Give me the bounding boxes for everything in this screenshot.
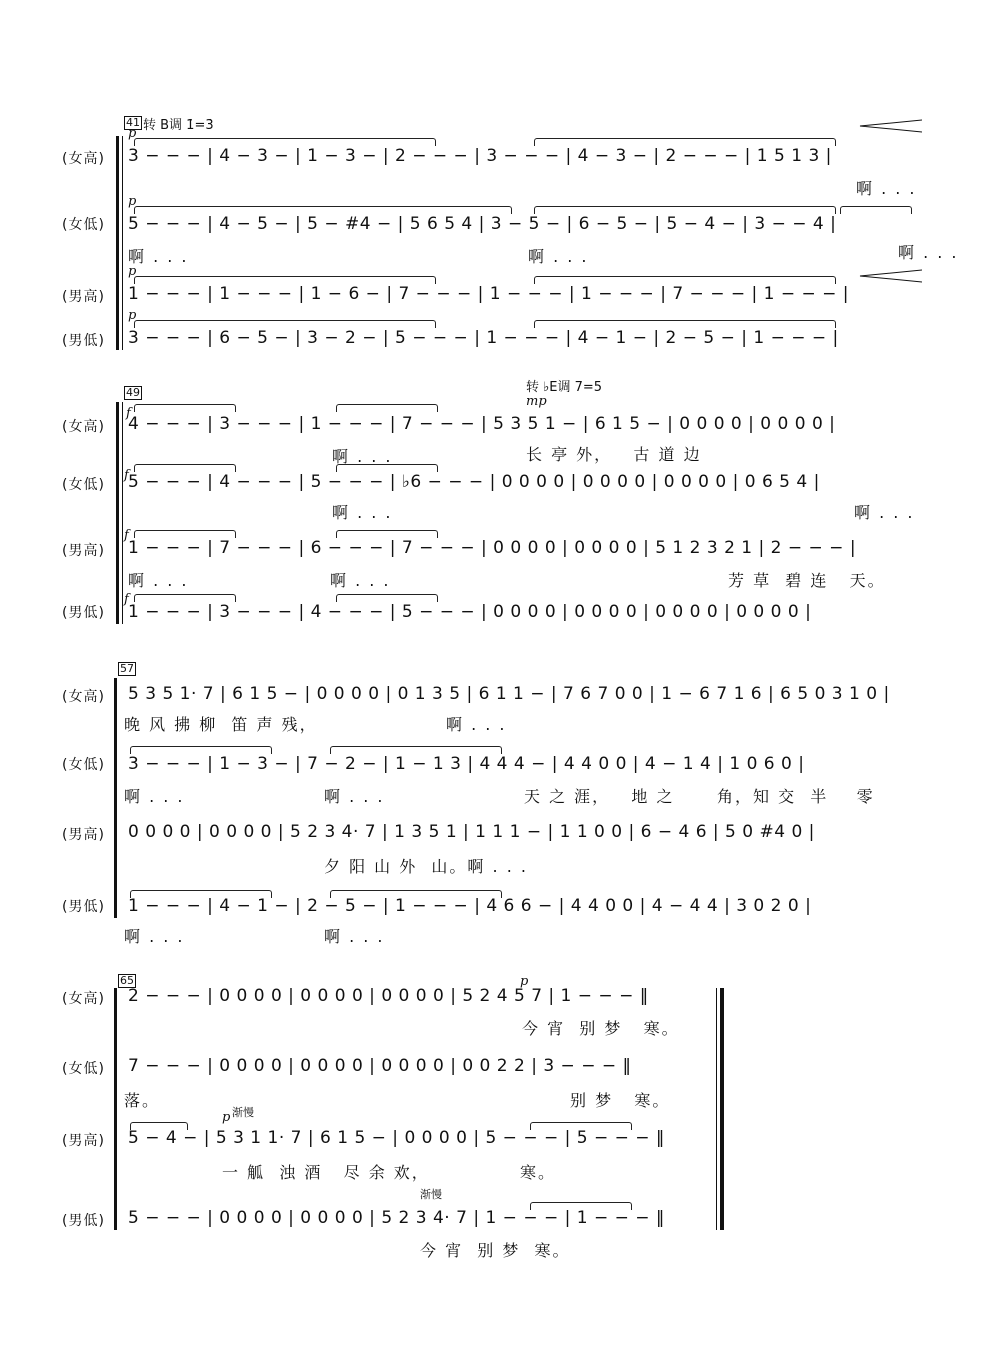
system-3	[0, 658, 1002, 948]
lyric: 寒。	[520, 1163, 557, 1182]
dynamic-mark: p	[222, 1110, 231, 1125]
key-change-label: 转 B调 1̇=3̇	[143, 118, 214, 133]
lyric: 夕 阳 山 外 山。啊 . . .	[324, 857, 528, 876]
slur	[840, 206, 912, 214]
lyric: 芳 草 碧 连 天。	[728, 571, 886, 590]
lyric: 今 宵 别 梦 寒。	[420, 1241, 571, 1260]
slur	[336, 404, 438, 412]
part-label-bass: (男低)	[62, 333, 105, 349]
slur	[134, 138, 436, 146]
notes-bass: 5 − − − | 0 0 0 0 | 0 0 0 0 | 5 2 3 4· 7 | 1 − − − | 1 − − − ‖	[128, 1208, 665, 1228]
slur	[336, 464, 438, 472]
slur	[134, 594, 236, 602]
lyric: 啊 . . .	[332, 447, 393, 466]
slur	[534, 320, 836, 328]
lyric: 啊 . . .	[854, 503, 915, 522]
dynamic-mark: p	[520, 974, 529, 989]
lyric: 啊 . . .	[128, 247, 189, 266]
lyric: 啊 . . .	[330, 571, 391, 590]
slur	[134, 464, 236, 472]
crescendo-hairpin	[858, 268, 922, 284]
lyric: 啊 . . .	[856, 179, 917, 198]
lyric: 长 亭 外， 古 道 边	[526, 445, 702, 464]
dynamic-mark: p	[128, 194, 137, 209]
part-label-alto: (女低)	[62, 217, 105, 233]
notes-tenor: 1 − − − | 7 − − − | 6 − − − | 7 − − − | 0 0 0 0 | 0 0 0 0 | 5 1 2 3 2 1 | 2 − − − |	[128, 538, 857, 558]
slur	[534, 138, 836, 146]
slur	[336, 594, 438, 602]
lyric: 一 觚 浊 酒 尽 余 欢，	[222, 1163, 430, 1182]
notes-soprano: 4 − − − | 3 − − − | 1 − − − | 7 − − − | 5 3 5 1 − | 6 1 5 − | 0 0 0 0 | 0 0 0 0 |	[128, 414, 836, 434]
part-label-tenor: (男高)	[62, 289, 105, 305]
system-2	[0, 372, 1002, 632]
notes-alto: 5 − − − | 4 − 5 − | 5 − #4 − | 5 6 5 4 | 3 − 5 − | 6 − 5 − | 5 − 4 − | 3 − − 4 |	[128, 214, 837, 234]
part-label-tenor: (男高)	[62, 543, 105, 559]
final-barline-thin	[716, 988, 717, 1230]
part-label-bass: (男低)	[62, 605, 105, 621]
lyric: 啊 . . .	[898, 243, 959, 262]
system-bracket-line	[122, 136, 123, 350]
part-label-bass: (男低)	[62, 1213, 105, 1229]
notes-alto: 7 − − − | 0 0 0 0 | 0 0 0 0 | 0 0 0 0 | 0 0 2 2 | 3 − − − ‖	[128, 1056, 632, 1076]
notes-tenor: 0 0 0 0 | 0 0 0 0 | 5 2 3 4· 7 | 1 3 5 1 | 1 1 1 − | 1 1 0 0 | 6 − 4 6 | 5 0 #4 0 |	[128, 822, 815, 842]
slur	[130, 746, 272, 754]
part-label-soprano: (女高)	[62, 991, 105, 1007]
dynamic-mark: p	[128, 126, 137, 141]
lyric: 啊 . . .	[324, 787, 385, 806]
lyric: 啊 . . .	[128, 571, 189, 590]
part-label-soprano: (女高)	[62, 151, 105, 167]
system-1	[0, 110, 1002, 360]
lyric: 今 宵 别 梦 寒。	[522, 1019, 680, 1038]
notes-alto: 3 − − − | 1 − 3 − | 7 − 2 − | 1 − 1 3 | 4 4 4 − | 4 4 0 0 | 4 − 1 4 | 1 0 6 0 |	[128, 754, 805, 774]
slur	[134, 404, 236, 412]
system-bracket	[114, 678, 117, 918]
lyric: 啊 . . .	[324, 927, 385, 946]
part-label-bass: (男低)	[62, 899, 105, 915]
lyric: 啊 . . .	[124, 927, 185, 946]
measure-number: 57	[120, 662, 134, 675]
system-bracket	[114, 988, 117, 1230]
tempo-mark: 渐慢	[420, 1188, 442, 1201]
notes-soprano: 5 3 5 1· 7 | 6 1 5 − | 0 0 0 0 | 0 1 3 5 | 6 1 1 − | 7 6 7 0 0 | 1 − 6 7 1 6 | 6 5 0 3 1 0 |	[128, 684, 890, 704]
slur	[134, 276, 436, 284]
slur	[134, 206, 512, 214]
key-change-label: 转 ♭E调 7=5	[526, 380, 603, 395]
slur	[134, 320, 436, 328]
dynamic-mark: p	[128, 308, 137, 323]
tempo-mark: 渐慢	[232, 1106, 254, 1119]
crescendo-hairpin	[858, 118, 922, 134]
system-bracket-line	[122, 402, 123, 624]
notes-alto: 5 − − − | 4 − − − | 5 − − − | ♭6 − − − | 0 0 0 0 | 0 0 0 0 | 0 0 0 0 | 0 6 5 4 |	[128, 472, 820, 492]
part-label-tenor: (男高)	[62, 827, 105, 843]
lyric: 啊 . . .	[124, 787, 185, 806]
slur	[330, 746, 502, 754]
slur	[534, 206, 836, 214]
slur	[336, 530, 438, 538]
measure-number: 41	[126, 116, 140, 129]
lyric: 晚 风 拂 柳 笛 声 残，	[124, 715, 318, 734]
lyric: 啊 . . .	[528, 247, 589, 266]
dynamic-mark: f	[124, 528, 129, 543]
lyric: 天 之 涯， 地 之 角，知 交 半 零	[524, 787, 875, 806]
part-label-soprano: (女高)	[62, 689, 105, 705]
slur	[134, 530, 236, 538]
notes-tenor: 5 − 4 − | 5 3 1 1· 7 | 6 1 5 − | 0 0 0 0 | 5 − − − | 5 − − − ‖	[128, 1128, 665, 1148]
notes-soprano: 2 − − − | 0 0 0 0 | 0 0 0 0 | 0 0 0 0 | 5 2 4 5 7 | 1 − − − ‖	[128, 986, 649, 1006]
lyric: 啊 . . .	[446, 715, 507, 734]
part-label-alto: (女低)	[62, 1061, 105, 1077]
part-label-tenor: (男高)	[62, 1133, 105, 1149]
dynamic-mark: f	[124, 468, 129, 483]
dynamic-mark: mp	[526, 394, 547, 409]
dynamic-mark: p	[128, 264, 137, 279]
system-bracket	[116, 136, 119, 350]
lyric: 别 梦 寒。	[570, 1091, 671, 1110]
lyric: 落。	[124, 1091, 161, 1110]
slur	[534, 276, 836, 284]
notes-soprano: 3 − − − | 4 − 3 − | 1 − 3 − | 2 − − − | 3 − − − | 4 − 3 − | 2 − − − | 1 5 1 3 |	[128, 146, 832, 166]
notes-bass: 1 − − − | 3 − − − | 4 − − − | 5 − − − | 0 0 0 0 | 0 0 0 0 | 0 0 0 0 | 0 0 0 0 |	[128, 602, 812, 622]
part-label-soprano: (女高)	[62, 419, 105, 435]
lyric: 啊 . . .	[332, 503, 393, 522]
measure-number: 65	[120, 974, 134, 987]
dynamic-mark: f	[124, 592, 129, 607]
final-barline-thick	[720, 988, 724, 1230]
notes-tenor: 1 − − − | 1 − − − | 1 − 6 − | 7 − − − | 1 − − − | 1 − − − | 7 − − − | 1 − − − |	[128, 284, 850, 304]
notes-bass: 1 − − − | 4 − 1 − | 2 − 5 − | 1 − − − | 4 6 6 − | 4 4 0 0 | 4 − 4 4 | 3 0 2 0 |	[128, 896, 812, 916]
system-4	[0, 970, 1002, 1260]
measure-number: 49	[126, 386, 140, 399]
part-label-alto: (女低)	[62, 477, 105, 493]
notes-bass: 3 − − − | 6 − 5 − | 3 − 2 − | 5 − − − | 1 − − − | 4 − 1 − | 2 − 5 − | 1 − − − |	[128, 328, 839, 348]
dynamic-mark: f	[126, 406, 131, 421]
part-label-alto: (女低)	[62, 757, 105, 773]
